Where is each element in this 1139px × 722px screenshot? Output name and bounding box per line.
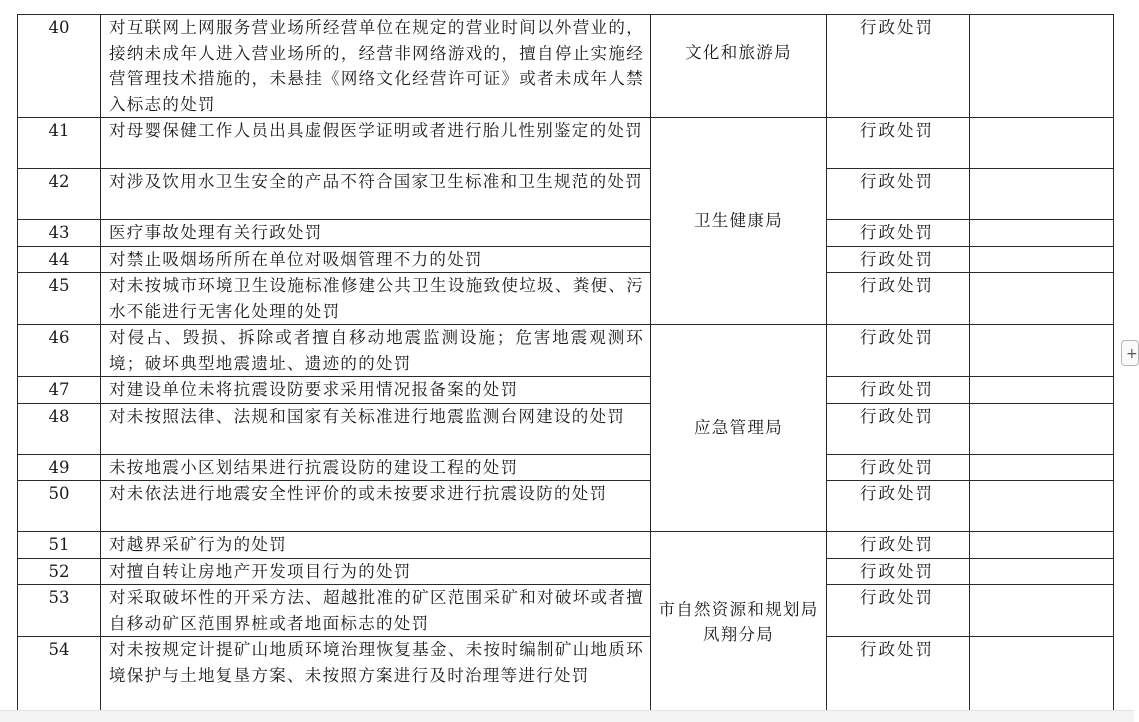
plus-icon: + <box>1126 346 1138 362</box>
remarks-cell <box>970 481 1114 532</box>
remarks-cell <box>970 532 1114 559</box>
department-cell: 卫生健康局 <box>651 118 827 325</box>
remarks-cell <box>970 118 1114 169</box>
penalty-item: 对未按城市环境卫生设施标准修建公共卫生设施致使垃圾、粪便、污水不能进行无害化处理的处罚 <box>101 273 651 325</box>
department-cell: 文化和旅游局 <box>651 15 827 118</box>
penalty-item: 对采取破坏性的开采方法、超越批准的矿区范围采矿和对破坏或者擅自移动矿区范围界桩或者地面标志的处罚 <box>101 585 651 637</box>
row-number: 44 <box>18 246 101 273</box>
row-number: 50 <box>18 481 101 532</box>
table-row <box>18 637 1114 713</box>
remarks-cell <box>970 637 1114 713</box>
row-number: 52 <box>18 558 101 585</box>
expand-panel-button[interactable] <box>1121 340 1139 366</box>
remarks-cell <box>970 377 1114 404</box>
penalty-type: 行政处罚 <box>827 454 970 481</box>
penalty-item: 对未依法进行地震安全性评价的或未按要求进行抗震设防的处罚 <box>101 481 651 532</box>
penalty-type: 行政处罚 <box>827 558 970 585</box>
table-row <box>18 15 1114 118</box>
penalty-type: 行政处罚 <box>827 377 970 404</box>
penalty-item: 未按地震小区划结果进行抗震设防的建设工程的处罚 <box>101 454 651 481</box>
row-number: 49 <box>18 454 101 481</box>
table-row <box>18 532 1114 559</box>
penalty-type: 行政处罚 <box>827 585 970 637</box>
department-cell: 应急管理局 <box>651 325 827 532</box>
penalty-item: 对未按照法律、法规和国家有关标准进行地震监测台网建设的处罚 <box>101 403 651 454</box>
table-row <box>18 481 1114 532</box>
row-number: 54 <box>18 637 101 713</box>
penalty-item: 对互联网上网服务营业场所经营单位在规定的营业时间以外营业的，接纳未成年人进入营业场所的，经营非网络游戏的，擅自停止实施经营管理技术措施的，未悬挂《网络文化经营许可证》或者未成年人禁入标志的处罚 <box>101 15 651 118</box>
remarks-cell <box>970 273 1114 325</box>
penalty-item: 对越界采矿行为的处罚 <box>101 532 651 559</box>
penalty-type: 行政处罚 <box>827 169 970 220</box>
penalty-type: 行政处罚 <box>827 325 970 377</box>
penalty-type: 行政处罚 <box>827 220 970 247</box>
remarks-cell <box>970 558 1114 585</box>
row-number: 51 <box>18 532 101 559</box>
penalty-item: 对禁止吸烟场所所在单位对吸烟管理不力的处罚 <box>101 246 651 273</box>
table-row <box>18 273 1114 325</box>
table-row <box>18 325 1114 377</box>
penalty-type: 行政处罚 <box>827 246 970 273</box>
table-row <box>18 403 1114 454</box>
row-number: 42 <box>18 169 101 220</box>
department-cell: 市自然资源和规划局凤翔分局 <box>651 532 827 713</box>
table-row <box>18 220 1114 247</box>
remarks-cell <box>970 169 1114 220</box>
penalty-type: 行政处罚 <box>827 481 970 532</box>
table-row <box>18 246 1114 273</box>
row-number: 41 <box>18 118 101 169</box>
penalty-item: 对擅自转让房地产开发项目行为的处罚 <box>101 558 651 585</box>
remarks-cell <box>970 220 1114 247</box>
penalty-item: 对涉及饮用水卫生安全的产品不符合国家卫生标准和卫生规范的处罚 <box>101 169 651 220</box>
penalty-item: 对建设单位未将抗震设防要求采用情况报备案的处罚 <box>101 377 651 404</box>
remarks-cell <box>970 585 1114 637</box>
penalty-item: 对母婴保健工作人员出具虚假医学证明或者进行胎儿性别鉴定的处罚 <box>101 118 651 169</box>
table-row <box>18 118 1114 169</box>
remarks-cell <box>970 246 1114 273</box>
row-number: 46 <box>18 325 101 377</box>
penalty-type: 行政处罚 <box>827 532 970 559</box>
administrative-penalty-table <box>17 14 1114 713</box>
penalty-item: 对未按规定计提矿山地质环境治理恢复基金、未按时编制矿山地质环境保护与土地复垦方案、未按照方案进行及时治理等进行处罚 <box>101 637 651 713</box>
penalty-type: 行政处罚 <box>827 637 970 713</box>
row-number: 47 <box>18 377 101 404</box>
remarks-cell <box>970 454 1114 481</box>
table-row <box>18 558 1114 585</box>
penalty-type: 行政处罚 <box>827 118 970 169</box>
table-row <box>18 585 1114 637</box>
penalty-type: 行政处罚 <box>827 273 970 325</box>
penalty-item: 对侵占、毁损、拆除或者擅自移动地震监测设施；危害地震观测环境；破坏典型地震遗址、遗迹的的处罚 <box>101 325 651 377</box>
remarks-cell <box>970 325 1114 377</box>
penalty-item: 医疗事故处理有关行政处罚 <box>101 220 651 247</box>
table-row <box>18 377 1114 404</box>
row-number: 45 <box>18 273 101 325</box>
penalty-type: 行政处罚 <box>827 403 970 454</box>
row-number: 43 <box>18 220 101 247</box>
remarks-cell <box>970 403 1114 454</box>
table-row <box>18 454 1114 481</box>
row-number: 48 <box>18 403 101 454</box>
row-number: 40 <box>18 15 101 118</box>
penalty-type: 行政处罚 <box>827 15 970 118</box>
row-number: 53 <box>18 585 101 637</box>
page-bottom-edge <box>0 710 1134 722</box>
remarks-cell <box>970 15 1114 118</box>
table-row <box>18 169 1114 220</box>
